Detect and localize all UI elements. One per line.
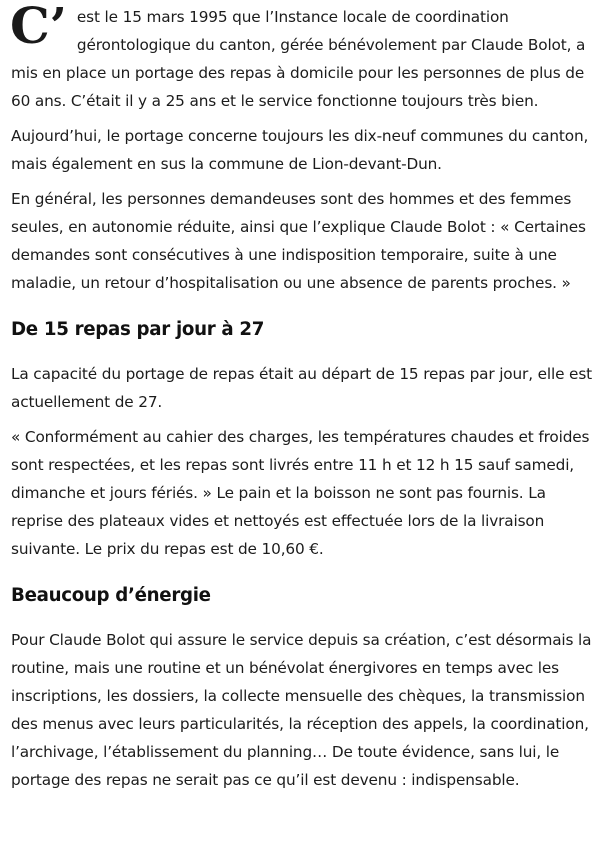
section-heading-energie: Beaucoup d’énergie — [11, 585, 211, 606]
intro-paragraph — [11, 0, 596, 115]
intro-text: est le 15 mars 1995 que l’Instance locale de coordination gérontologique du canton, gérée bénévolement par Claude Bolot, a mis en place un portage des repas à domicile pour les personnes de plus de 60 ans. C’était il y a 25 ans et le service fonctionne toujours très bien. — [11, 8, 586, 110]
drop-cap: C’ — [10, 0, 67, 55]
paragraph-benevole: Pour Claude Bolot qui assure le service depuis sa création, c’est désormais la routine, mais une routine et un bénévolat énergivores en temps avec les inscriptions, les dossiers, la collecte mensuelle des chèques, la transmission des menus avec leurs particularités, la réception des appels, la coordination, l’archivage, l’établissement du planning… De toute évidence, sans lui, le portage des repas ne serait pas ce qu’il est devenu : indispensable. — [11, 631, 592, 789]
section-heading-capacite: De 15 repas par jour à 27 — [11, 319, 265, 340]
paragraph-conditions: « Conformément au cahier des charges, les températures chaudes et froides sont respectées, et les repas sont livrés entre 11 h et 12 h 15 sauf samedi, dimanche et jours fériés. » Le pain et la boisson ne sont pas fournis. La reprise des plateaux vides et nettoyés est effectuée lors de la livraison suivante. Le prix du repas est de 10,60 €. — [11, 428, 590, 558]
paragraph-demandeurs: En général, les personnes demandeuses sont des hommes et des femmes seules, en autonomie réduite, ainsi que l’explique Claude Bolot : « Certaines demandes sont consécutives à une indisposition temporaire, suite à une maladie, un retour d’hospitalisation ou une absence de parents proches. » — [11, 190, 586, 292]
article-body — [11, 0, 596, 794]
paragraph-capacite: La capacité du portage de repas était au départ de 15 repas par jour, elle est actuellement de 27. — [11, 365, 592, 411]
paragraph-communes: Aujourd’hui, le portage concerne toujours les dix-neuf communes du canton, mais également en sus la commune de Lion-devant-Dun. — [11, 127, 589, 173]
